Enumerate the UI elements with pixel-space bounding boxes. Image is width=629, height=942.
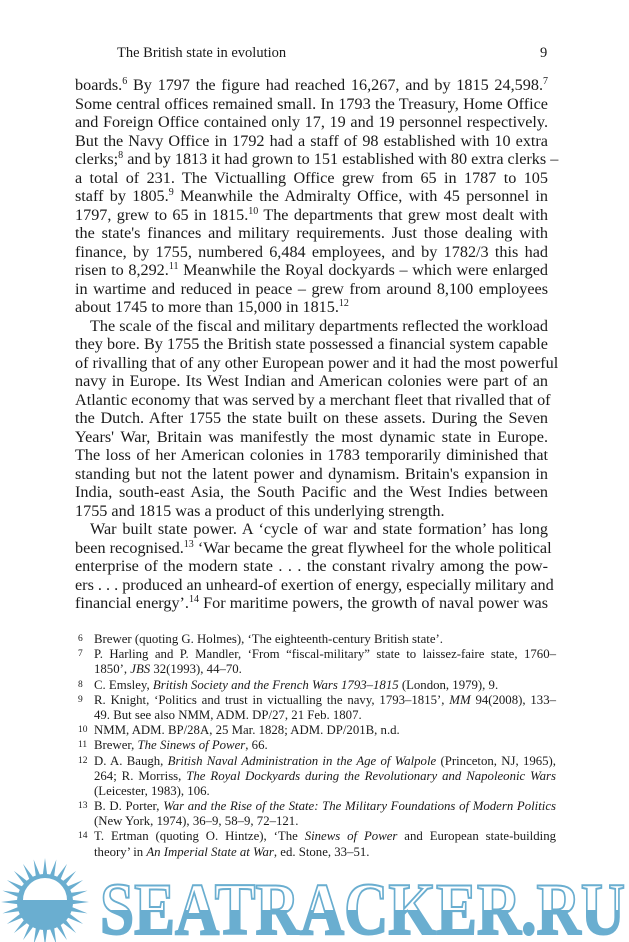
text-run: theory’ in bbox=[94, 844, 147, 859]
text-run: C. Emsley, bbox=[94, 677, 153, 692]
footnote-line bbox=[94, 829, 556, 844]
body-line bbox=[75, 298, 548, 317]
footnote-ref[interactable]: 7 bbox=[543, 76, 548, 87]
sun-ray bbox=[43, 928, 48, 942]
footnote-ref[interactable]: 14 bbox=[188, 594, 199, 605]
text-run: finance, by 1755, numbered 6,484 employees, and by 1782/3 this had bbox=[75, 242, 548, 261]
text-run: B. D. Porter, bbox=[94, 799, 164, 814]
footnote bbox=[78, 693, 556, 723]
footnote-line bbox=[94, 662, 556, 677]
text-run: (New York, 1974), 36–9, 58–9, 72–121. bbox=[94, 814, 299, 829]
footnote-ref[interactable]: 9 bbox=[168, 187, 174, 198]
text-run: NMM, ADM. BP/28A, 25 Mar. 1828; ADM. DP/201B, n.d. bbox=[94, 723, 400, 738]
body-line bbox=[75, 187, 548, 206]
footnote-ref[interactable]: 11 bbox=[168, 261, 179, 272]
italic-text: An Imperial State at War bbox=[146, 844, 274, 859]
body-line bbox=[75, 243, 548, 262]
body-line bbox=[75, 483, 548, 502]
text-run: , ed. Stone, 33–51. bbox=[273, 844, 370, 859]
text-run: 94(2008), 133– bbox=[470, 692, 556, 707]
body-line bbox=[75, 150, 559, 169]
footnote-number: 10 bbox=[78, 725, 88, 736]
italic-text: JBS bbox=[130, 662, 151, 677]
body-line bbox=[75, 224, 548, 243]
body-line bbox=[75, 353, 559, 373]
text-run: P. Harling and P. Mandler, ‘From “fiscal-military” state to laissez-faire state, 1760– bbox=[94, 647, 556, 662]
watermark-text: SEATRACKER.RU bbox=[100, 869, 625, 942]
body-line bbox=[75, 95, 548, 114]
text-run: staff by 1805. bbox=[75, 187, 169, 205]
body-text bbox=[75, 76, 559, 613]
italic-text: Sinews of Power bbox=[304, 829, 398, 844]
text-run: Meanwhile the Royal dockyards – which were enlarged bbox=[178, 261, 548, 279]
footnote bbox=[78, 754, 556, 800]
footnote-line bbox=[94, 708, 556, 723]
text-run: enterprise of the modern state . . . the constant rivalry among the pow- bbox=[75, 557, 548, 575]
body-line bbox=[75, 261, 548, 280]
text-run: (Leicester, 1983), 106. bbox=[94, 783, 210, 798]
footnote bbox=[78, 647, 556, 677]
sun-ray bbox=[43, 858, 48, 876]
body-line bbox=[75, 206, 548, 225]
text-run: standing but not the latent power and dynamism. Britain's expansion in bbox=[75, 464, 548, 483]
text-run: the Dutch. After 1755 the state built on these assets. During the Seven bbox=[75, 409, 548, 427]
body-line bbox=[75, 594, 548, 613]
footnote bbox=[78, 738, 556, 753]
body-line bbox=[75, 76, 548, 95]
text-run: D. A. Baugh, bbox=[94, 753, 168, 768]
text-run: of rivalling that of any other European power and it had the most powerful bbox=[75, 353, 559, 372]
body-line bbox=[75, 409, 548, 428]
italic-text: British Society and the French Wars 1793–1815 bbox=[152, 677, 399, 692]
text-run: Brewer, bbox=[94, 738, 138, 753]
text-run: 1797, grew to 65 in 1815. bbox=[75, 205, 249, 224]
text-run: 1850’, bbox=[94, 662, 131, 677]
running-header-title: The British state in evolution bbox=[117, 45, 287, 61]
footnote-line bbox=[94, 693, 556, 708]
footnote-ref[interactable]: 12 bbox=[338, 298, 349, 309]
text-run: a total of 231. The Victualling Office grew from 65 in 1787 to 105 bbox=[75, 168, 548, 187]
footnote-ref[interactable]: 10 bbox=[248, 205, 259, 217]
text-run: R. Knight, ‘Politics and trust in victualling the navy, 1793–1815’, bbox=[94, 692, 450, 707]
footnote-line bbox=[94, 678, 556, 693]
body-line bbox=[75, 169, 548, 188]
text-run: 32(1993), 44–70. bbox=[150, 662, 242, 677]
footnote-number: 9 bbox=[78, 694, 83, 705]
italic-text: The Sinews of Power bbox=[137, 738, 246, 753]
text-run: T. Ertman (quoting O. Hintze), ‘The bbox=[94, 829, 305, 844]
footnote-line bbox=[94, 769, 556, 784]
text-run: The scale of the fiscal and military departments reflected the workload bbox=[90, 316, 548, 335]
footnote-number: 6 bbox=[78, 634, 83, 644]
italic-text: The Royal Dockyards during the Revolutionary and Napoleonic Wars bbox=[186, 768, 556, 783]
text-run: 1755 and 1815 was a product of this underlying strength. bbox=[75, 501, 445, 520]
footnote bbox=[78, 723, 556, 738]
body-line bbox=[75, 280, 548, 299]
text-run: War built state power. A ‘cycle of war and state formation’ has long bbox=[90, 520, 548, 538]
footnote bbox=[78, 678, 556, 693]
footnote-ref[interactable]: 13 bbox=[183, 538, 194, 550]
text-run: The departments that grew most dealt with bbox=[258, 205, 548, 224]
footnote-ref[interactable]: 8 bbox=[118, 150, 124, 161]
text-run: For maritime powers, the growth of naval power was bbox=[198, 594, 548, 612]
text-run: , 66. bbox=[245, 738, 268, 753]
footnote-number: 11 bbox=[78, 740, 88, 751]
footnote-number: 7 bbox=[78, 649, 83, 660]
body-line bbox=[75, 465, 548, 484]
italic-text: MM bbox=[449, 692, 471, 707]
body-line bbox=[75, 502, 548, 521]
body-line bbox=[75, 575, 554, 595]
text-run: risen to 8,292. bbox=[75, 261, 169, 279]
text-run: Years' War, Britain was manifestly the most dynamic state in Europe. bbox=[75, 427, 548, 446]
body-line bbox=[75, 132, 548, 151]
footnote-line bbox=[94, 647, 556, 662]
text-run: ‘War became the great flywheel for the whole political bbox=[193, 538, 552, 557]
text-run: financial energy’. bbox=[75, 594, 189, 612]
footnote-line bbox=[94, 799, 556, 814]
footnote-line bbox=[94, 754, 556, 769]
italic-text: British Naval Administration in the Age of Walpole bbox=[167, 753, 437, 768]
text-run: and Foreign Office contained only 17, 19 and 19 personnel respectively. bbox=[75, 113, 548, 131]
text-run: Meanwhile the Admiralty Office, with 45 personnel in bbox=[173, 187, 548, 205]
footnote-line bbox=[94, 723, 556, 738]
footnote bbox=[78, 799, 556, 829]
text-run: they bore. By 1755 the British state possessed a financial system capable bbox=[75, 335, 548, 353]
text-run: boards. bbox=[75, 76, 123, 94]
text-run: (London, 1979), 9. bbox=[398, 677, 499, 692]
sun-ray bbox=[1, 900, 19, 905]
text-run: The loss of her American colonies in 1783 temporarily diminished that bbox=[75, 446, 548, 464]
footnote-line bbox=[94, 814, 556, 829]
text-run: clerks; bbox=[75, 150, 119, 168]
text-run: By 1797 the figure had reached 16,267, and by 1815 24,598. bbox=[127, 76, 543, 94]
text-run: 49. But see also NMM, ADM. DP/27, 21 Feb. 1807. bbox=[94, 707, 362, 722]
watermark-logo bbox=[0, 850, 629, 942]
footnote-line bbox=[94, 784, 556, 799]
footnote-number: 13 bbox=[78, 801, 88, 812]
text-run: (Princeton, NJ, 1965), bbox=[436, 753, 557, 768]
text-run: Some central offices remained small. In 1793 the Treasury, Home Office bbox=[75, 94, 548, 113]
body-line bbox=[75, 317, 548, 336]
text-run: in wartime and reduced in peace – grew from around 8,100 employees bbox=[75, 279, 548, 298]
body-line bbox=[75, 446, 548, 465]
text-run: and by 1813 it had grown to 151 established with 80 extra clerks – bbox=[123, 150, 559, 168]
text-run: Atlantic economy that was served by a merchant fleet that rivalled that of bbox=[75, 390, 551, 409]
footnotes bbox=[78, 632, 556, 860]
text-run: But the Navy Office in 1792 had a staff of 98 established with 10 extra bbox=[75, 131, 548, 150]
italic-text: War and the Rise of the State: The Military Foundations of Modern Politics bbox=[163, 799, 557, 814]
footnote-ref[interactable]: 6 bbox=[122, 76, 128, 87]
footnote-number: 12 bbox=[78, 755, 88, 766]
sun-ray bbox=[71, 900, 89, 905]
body-line bbox=[75, 335, 548, 354]
body-line bbox=[75, 538, 552, 558]
text-run: navy in Europe. Its West Indian and American colonies were part of an bbox=[75, 372, 548, 390]
body-line bbox=[75, 428, 548, 447]
footnote-number: 14 bbox=[78, 831, 88, 842]
footnote-number: 8 bbox=[78, 679, 83, 690]
text-run: 264; R. Morriss, bbox=[94, 768, 187, 783]
text-run: the state's finances and military requirements. Just those dealing with bbox=[75, 224, 548, 242]
body-line bbox=[75, 520, 548, 539]
body-line bbox=[75, 390, 551, 410]
body-line bbox=[75, 372, 548, 391]
text-run: Brewer (quoting G. Holmes), ‘The eighteenth-century British state’. bbox=[94, 632, 443, 646]
text-run: India, south-east Asia, the South Pacific and the West Indies between bbox=[75, 483, 548, 501]
page-number: 9 bbox=[540, 45, 548, 61]
footnote bbox=[78, 632, 556, 647]
footnote-line bbox=[94, 738, 556, 753]
text-run: and European state-building bbox=[397, 829, 556, 844]
sun-icon bbox=[1, 858, 89, 942]
footnote-line bbox=[94, 632, 556, 647]
text-run: ers . . . produced an unheard-of exertion of energy, especially military and bbox=[75, 575, 554, 594]
text-run: been recognised. bbox=[75, 538, 184, 557]
body-line bbox=[75, 113, 548, 132]
text-run: about 1745 to more than 15,000 in 1815. bbox=[75, 298, 339, 316]
body-line bbox=[75, 557, 548, 576]
